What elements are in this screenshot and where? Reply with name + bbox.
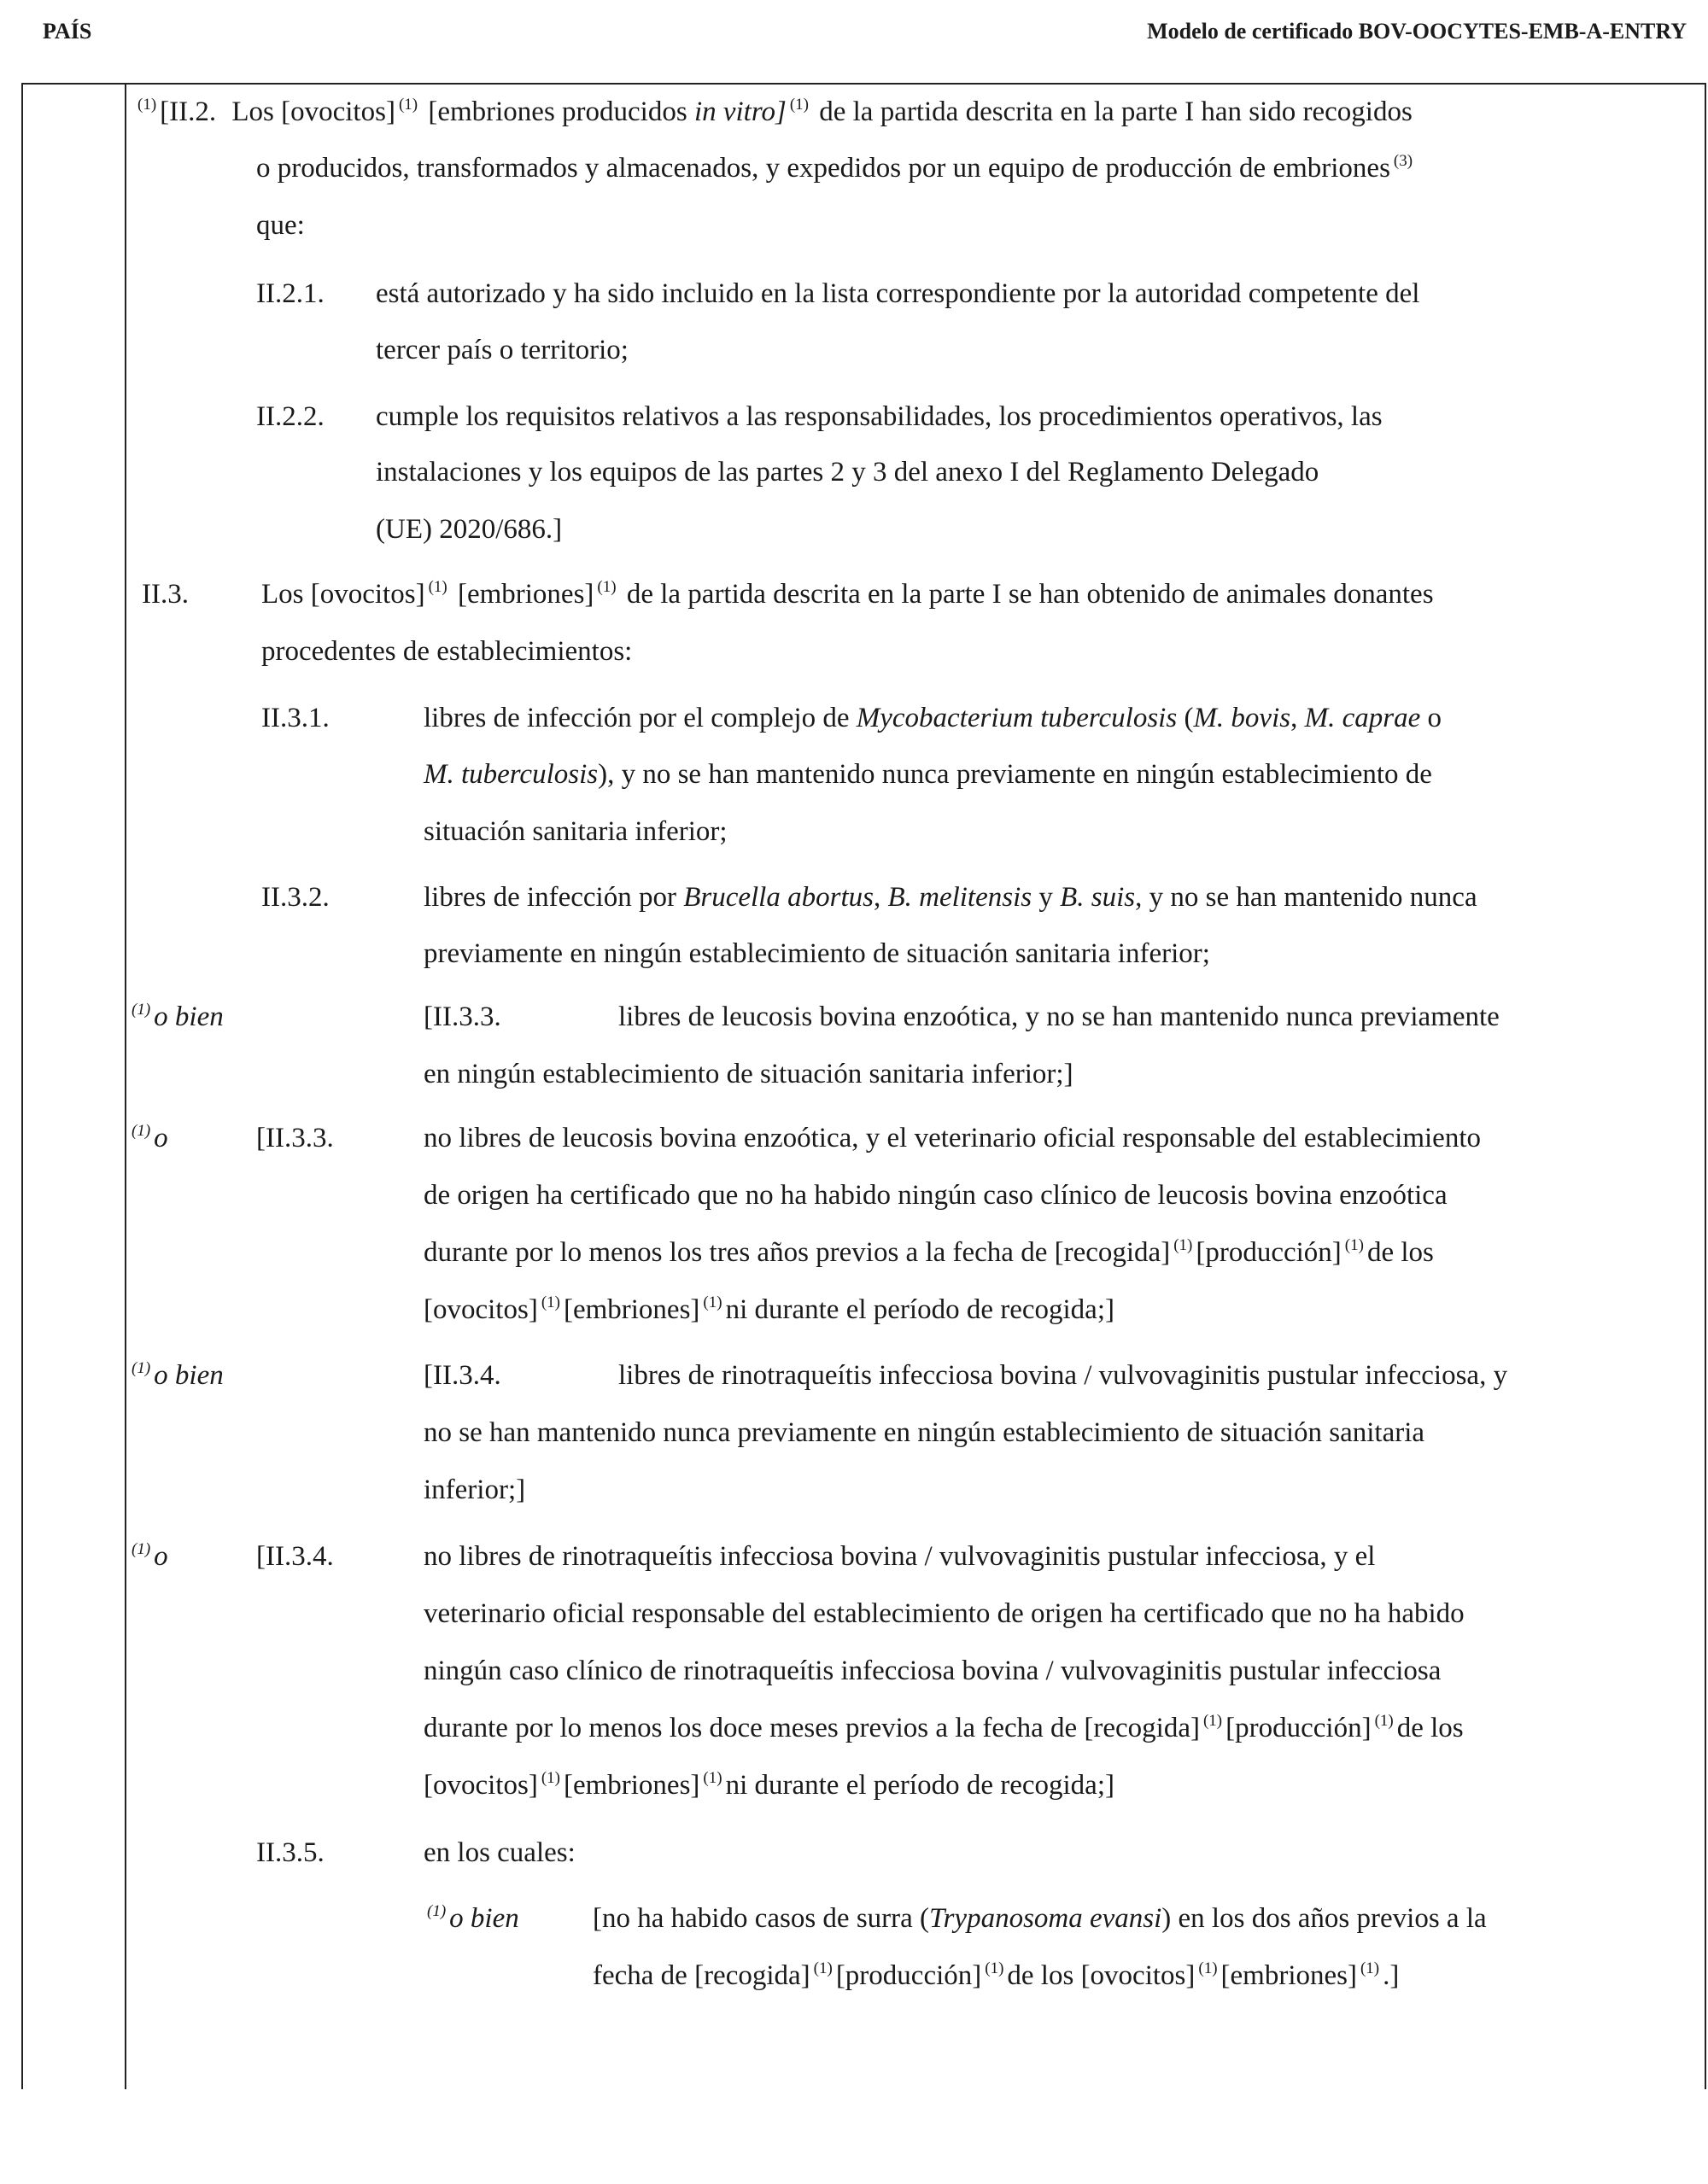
option-o-ii-3-4: $^{(1)}$ o [132,1540,168,1572]
item-ii-3-5-option-line-1: [no ha habido casos de surra (Trypanosoma evansi) en los dos años previos a la [593,1903,1487,1934]
item-ii-3-2-line-2: previamente en ningún establecimiento de situación sanitaria inferior; [424,938,1210,969]
item-ii-2-2-line-2: instalaciones y los equipos de las partes 2 y 3 del anexo I del Reglamento Delegado [376,457,1319,488]
item-ii-3-4b-line-2: veterinario oficial responsable del establecimiento de origen ha certificado que no ha habido [424,1598,1465,1629]
item-ii-2-2-line-1: cumple los requisitos relativos a las responsabilidades, los procedimientos operativos, las [376,401,1383,432]
item-ii-2-1-line-1: está autorizado y ha sido incluido en la lista correspondiente por la autoridad competente del [376,278,1420,309]
item-ii-3-3b-line-1: no libres de leucosis bovina enzoótica, y el veterinario oficial responsable del establecimiento [424,1123,1481,1153]
item-ii-3-3a-number: [II.3.3. [424,1001,501,1032]
item-ii-3-3b-number: [II.3.3. [256,1123,334,1153]
section-ii-3-line-2: procedentes de establecimientos: [261,636,633,667]
item-ii-3-4a-number: [II.3.4. [424,1360,501,1391]
country-label: PAÍS [43,19,92,44]
item-ii-3-4b-line-1: no libres de rinotraqueítis infecciosa bovina / vulvovaginitis pustular infecciosa, y el [424,1541,1376,1572]
item-ii-3-4b-line-4: durante por lo menos los doce meses previos a la fecha de [recogida] $^{(1)}$ [producción] $^{(1)}$ de los [424,1712,1464,1743]
item-ii-3-1-line-1: libres de infección por el complejo de Mycobacterium tuberculosis (M. bovis, M. caprae o [424,703,1442,733]
item-ii-3-3a-line-1: libres de leucosis bovina enzoótica, y no se han mantenido nunca previamente [618,1001,1500,1032]
item-ii-3-4b-line-5: [ovocitos] $^{(1)}$ [embriones] $^{(1)}$ ni durante el período de recogida;] [424,1769,1114,1801]
option-obien-ii-3-4: $^{(1)}$ o bien [132,1359,224,1391]
section-ii-3-line-1: Los [ovocitos] $^{(1)}$ [embriones] $^{(1)}$ de la partida descrita en la parte I se han obtenido de animales donantes [261,578,1434,610]
item-ii-3-3b-line-3: durante por lo menos los tres años previos a la fecha de [recogida] $^{(1)}$ [producción] $^{(1)}$ de los [424,1236,1434,1268]
option-obien-ii-3-5: $^{(1)}$ o bien [427,1902,519,1934]
option-obien-ii-3-3: $^{(1)}$ o bien [132,1001,224,1032]
item-ii-2-2-number: II.2.2. [256,401,325,432]
item-ii-2-1-line-2: tercer país o territorio; [376,335,629,365]
item-ii-3-5-number: II.3.5. [256,1837,325,1868]
item-ii-3-1-line-3: situación sanitaria inferior; [424,816,728,847]
section-ii-2-line-2: o producidos, transformados y almacenados, y expedidos por un equipo de producción de embriones $^{(3)}$ [256,152,1413,184]
section-ii-3-number: II.3. [142,579,189,610]
option-o-ii-3-3: $^{(1)}$ o [132,1122,168,1153]
section-ii-2-line-1: $^{(1)}$ [II.2. Los [ovocitos] $^{(1)}$ [embriones producidos in vitro] $^{(1)}$ de la partida descrita en la parte I han sido recogidos [137,96,1413,127]
item-ii-3-3b-line-4: [ovocitos] $^{(1)}$ [embriones] $^{(1)}$ ni durante el período de recogida;] [424,1293,1114,1325]
item-ii-3-3a-line-2: en ningún establecimiento de situación sanitaria inferior;] [424,1059,1073,1089]
item-ii-3-2-number: II.3.2. [261,882,330,913]
item-ii-3-4a-line-3: inferior;] [424,1474,526,1505]
item-ii-3-5-line-1: en los cuales: [424,1837,576,1868]
item-ii-3-1-number: II.3.1. [261,703,330,733]
item-ii-3-4b-line-3: ningún caso clínico de rinotraqueítis infecciosa bovina / vulvovaginitis pustular infecciosa [424,1656,1442,1686]
item-ii-3-4b-number: [II.3.4. [256,1541,334,1572]
item-ii-2-1-number: II.2.1. [256,278,325,309]
item-ii-2-2-line-3: (UE) 2020/686.] [376,514,563,545]
section-ii-2-line-3: que: [256,210,305,241]
item-ii-3-3b-line-2: de origen ha certificado que no ha habido ningún caso clínico de leucosis bovina enzoótica [424,1180,1448,1211]
item-ii-3-4a-line-2: no se han mantenido nunca previamente en ningún establecimiento de situación sanitaria [424,1417,1425,1448]
certificate-model-title: Modelo de certificado BOV-OOCYTES-EMB-A-ENTRY [1147,19,1687,44]
item-ii-3-2-line-1: libres de infección por Brucella abortus, B. melitensis y B. suis, y no se han mantenido nunca [424,882,1477,913]
item-ii-3-4a-line-1: libres de rinotraqueítis infecciosa bovina / vulvovaginitis pustular infecciosa, y [618,1360,1508,1391]
left-column-divider [125,85,126,2089]
item-ii-3-5-option-line-2: fecha de [recogida] $^{(1)}$ [producción] $^{(1)}$ de los [ovocitos] $^{(1)}$ [embriones] $^{(1)}$ .] [593,1959,1400,1991]
item-ii-3-1-line-2: M. tuberculosis), y no se han mantenido nunca previamente en ningún establecimiento de [424,759,1432,790]
